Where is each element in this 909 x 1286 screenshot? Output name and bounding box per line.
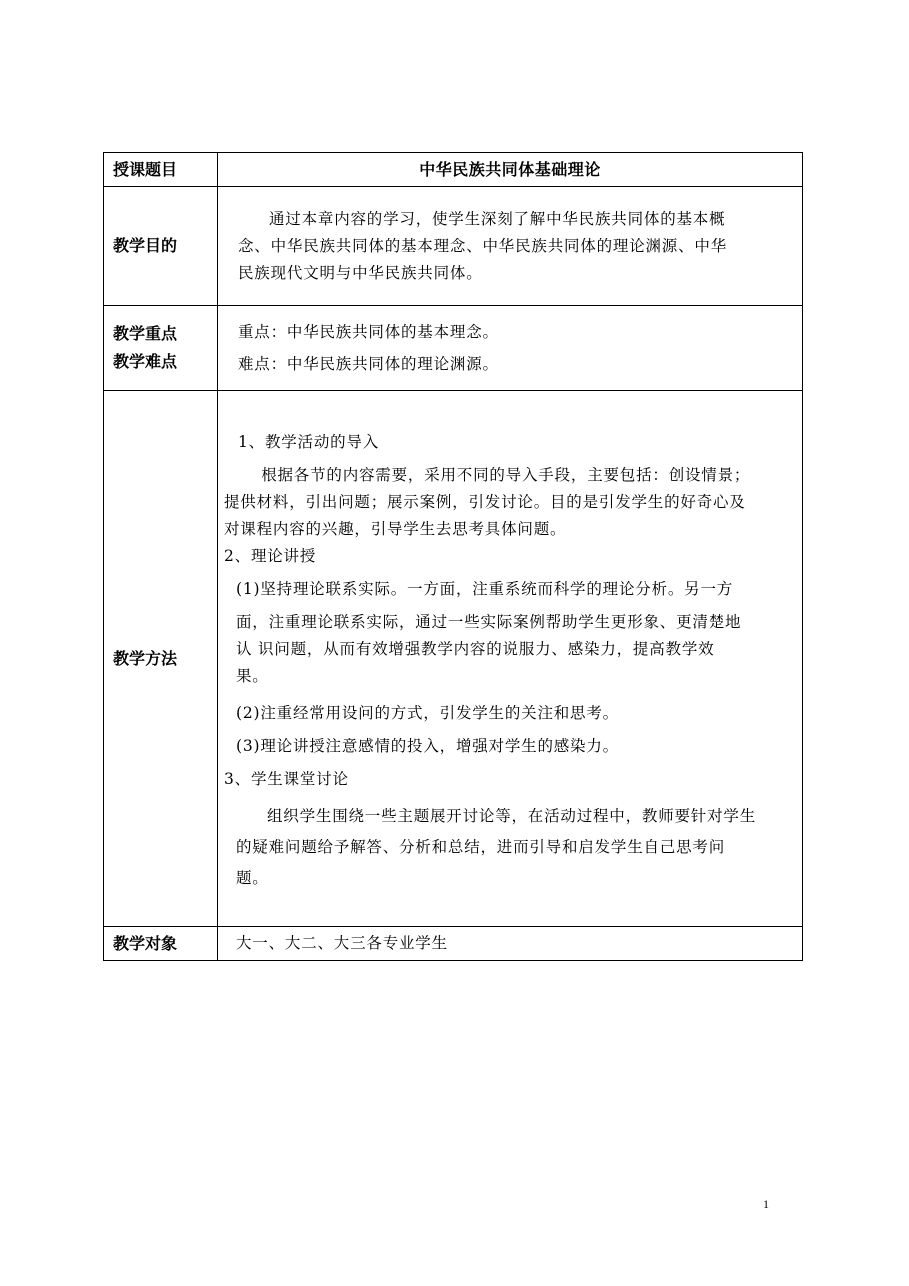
row-teaching-purpose [104,187,803,306]
method-line: 面，注重理论联系实际，通过一些实际案例帮助学生更形象、更清楚地 [236,613,742,631]
teaching-purpose-label: 教学目的 [104,187,218,306]
lesson-plan-table [103,152,803,961]
purpose-line: 民族现代文明与中华民族共同体。 [238,263,483,282]
row-key-points [104,306,803,391]
difficult-point-text: 难点：中华民族共同体的理论渊源。 [238,354,499,373]
method-line: 对课程内容的兴趣，引导学生去思考具体问题。 [224,520,567,538]
method-line: (1)坚持理论联系实际。一方面，注重系统而科学的理论分析。另一方 [236,580,734,598]
teaching-target-value: 大一、大二、大三各专业学生 [236,934,448,952]
method-line: 果。 [236,667,269,685]
method-line: 根据各节的内容需要，采用不同的导入手段，主要包括：创设情景； [261,466,751,484]
method-line: 组织学生围绕一些主题展开讨论等，在活动过程中，教师要针对学生 [267,807,757,825]
teaching-method-text [218,391,802,892]
key-point-text: 重点：中华民族共同体的基本理念。 [238,322,499,341]
method-section-heading: 2、理论讲授 [224,547,317,565]
course-topic-label: 授课题目 [104,153,218,187]
course-topic-value: 中华民族共同体基础理论 [419,160,601,179]
teaching-purpose-text [218,206,802,287]
purpose-line: 念、中华民族共同体的基本理念、中华民族共同体的理论渊源、中华 [238,236,728,255]
teaching-method-label: 教学方法 [104,391,218,927]
method-section-heading: 3、学生课堂讨论 [224,770,349,788]
row-course-topic [104,153,803,187]
method-line: 认 识问题，从而有效增强教学内容的说服力、感染力，提高教学效 [236,640,715,658]
method-line: 提供材料，引出问题；展示案例，引发讨论。目的是引发学生的好奇心及 [224,493,746,511]
method-line: 题。 [236,869,269,887]
key-point-label: 教学重点 [113,324,178,343]
method-section-heading: 1、教学活动的导入 [238,433,380,451]
row-teaching-method [104,391,803,927]
method-line: (3)理论讲授注意感情的投入，增强对学生的感染力。 [236,737,619,755]
purpose-line: 通过本章内容的学习，使学生深刻了解中华民族共同体的基本概 [269,209,726,228]
teaching-target-label: 教学对象 [104,927,218,961]
page-number: 1 [763,1197,769,1211]
row-teaching-target [104,927,803,961]
difficult-point-label: 教学难点 [113,352,178,371]
method-line: (2)注重经常用设问的方式，引发学生的关注和思考。 [236,704,619,722]
method-line: 的疑难问题给予解答、分析和总结，进而引导和启发学生自己思考问 [236,838,726,856]
